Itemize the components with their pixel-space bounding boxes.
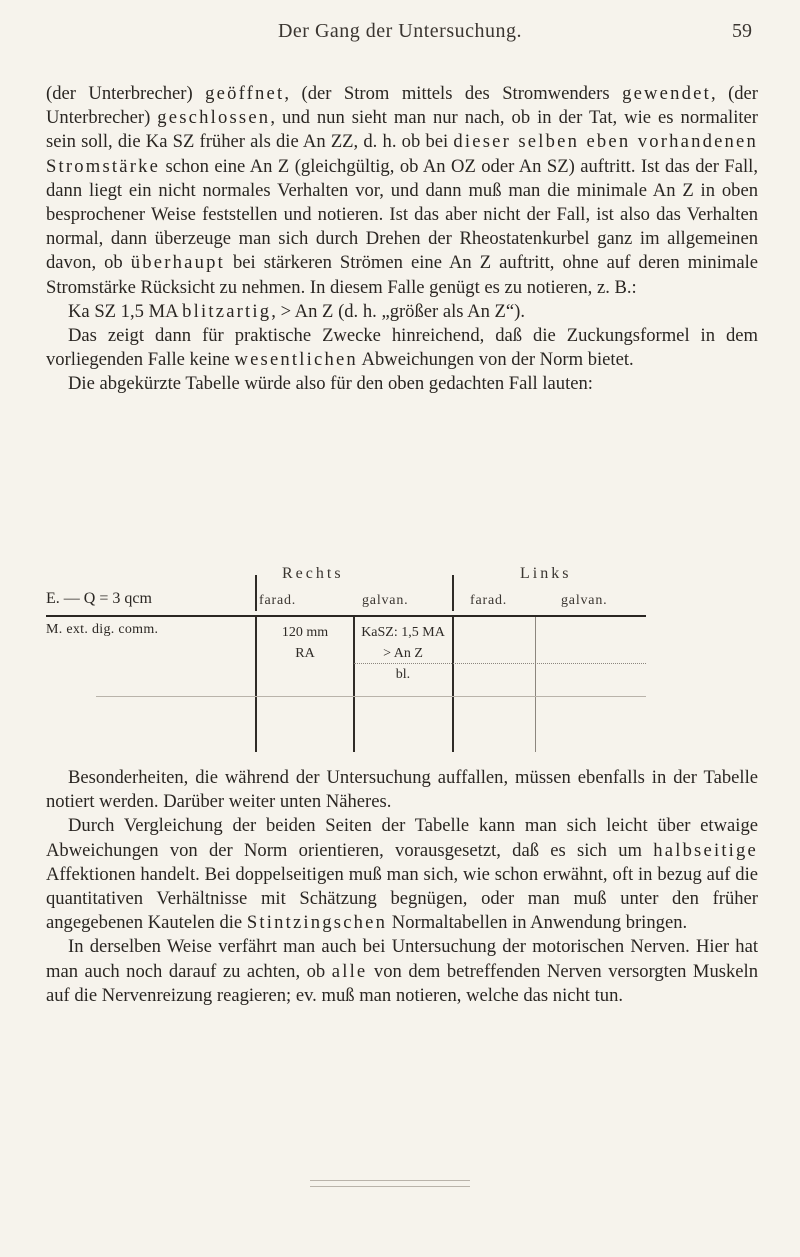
text-run: , und nun sieht man nur nach, ob in der Tat, wie es normaliter sein soll, die Ka SZ früher als die An ZZ, d. h. ob bei (46, 107, 758, 153)
cell-line: RA (295, 646, 315, 661)
bottom-rule (310, 1180, 470, 1181)
row-separator (96, 696, 646, 697)
cell-line: KaSZ: 1,5 MA (361, 625, 445, 640)
emphasis-text: wesentlichen (234, 349, 358, 371)
emphasis-text: halbseitige (653, 839, 758, 861)
paragraph-4 (46, 766, 758, 814)
body-text-lower (46, 766, 758, 1008)
bottom-rule (310, 1186, 470, 1187)
example-line (46, 300, 758, 324)
emphasis-text: blitzartig (182, 300, 272, 322)
paragraph-2 (46, 324, 758, 372)
text-run: In derselben Weise verfährt man auch bei Untersuchung der motorischen Nerven. Hier hat man auch noch darauf zu achten, ob (46, 936, 758, 982)
cell-line: bl. (395, 667, 411, 682)
emphasis-text: alle (331, 960, 368, 982)
body-text-upper (46, 82, 758, 397)
text-run: Affektionen handelt. Bei doppelseitigen muß man sich, wie schon erwähnt, oft in bezug auf die quantitativen Verhältnisse mit Schätzung begnügen, oder man muß unter den früher angegebenen Kautelen die (46, 863, 758, 934)
text-run: Ka SZ 1,5 MA (68, 300, 183, 322)
page-header (0, 20, 800, 50)
text-run: , (der Strom mittels des Stromwenders (284, 83, 623, 104)
column-divider (255, 617, 257, 752)
col-header-farad-right: farad. (259, 593, 297, 608)
emphasis-text: dieser selben eben vorhandenen Stromstärke (46, 131, 758, 177)
paragraph-5 (46, 814, 758, 935)
text-run: Durch Vergleichung der beiden Seiten der Tabelle kann man sich leicht über etwaige Abweichungen von der Norm orientieren, vorausgesetzt, daß es sich um (46, 815, 758, 861)
group-header-left: Links (520, 565, 572, 582)
cell-line: 120 mm (281, 625, 329, 640)
page-number: 59 (732, 20, 752, 42)
emphasis-text: Stintzingschen (246, 912, 388, 934)
emphasis-text: geschlossen (157, 107, 271, 129)
text-run: bei stärkeren Strömen eine An Z auftritt, ohne auf deren minimale Stromstärke Rücksicht zu nehmen. In diesem Falle genügt es zu notieren, z. B.: (46, 252, 758, 298)
header-divider (452, 575, 454, 611)
abbreviated-table (46, 565, 758, 755)
text-run: Besonderheiten, die während der Untersuchung auffallen, müssen ebenfalls in der Tabelle notiert werden. Darüber weiter unten Näheres. (46, 767, 758, 813)
header-divider (255, 575, 257, 611)
column-divider (535, 617, 536, 752)
text-run: schon eine An Z (gleichgültig, ob An OZ oder An SZ) auftritt. Ist das der Fall, dann liegt ein nicht normales Verhalten vor, und dann muß man die minimale An Z in oben besprochener Weise feststellen und notieren. Ist das aber nicht der Fall, ist also das Verhalten normal, dann überzeuge man sich durch Drehen der Rheostatenkurbel ganz im allgemeinen davon, ob (46, 155, 758, 274)
text-run: Normaltabellen in Anwendung bringen. (387, 912, 688, 934)
text-run: Das zeigt dann für praktische Zwecke hinreichend, daß die Zuckungsformel in dem vorliegenden Falle keine (46, 325, 758, 371)
paragraph-3: Die abgekürzte Tabelle würde also für den oben gedachten Fall lauten: (68, 373, 593, 395)
column-divider (353, 617, 355, 752)
cell-galvan-right (356, 622, 450, 685)
emphasis-text: gewendet (622, 83, 711, 104)
emphasis-text: überhaupt (130, 252, 225, 274)
col-header-galvan-right: galvan. (362, 593, 409, 608)
emphasis-text: geöffnet (205, 83, 285, 104)
row-label-muscle: M. ext. dig. comm. (46, 622, 159, 637)
group-header-right: Rechts (282, 565, 344, 582)
running-title: Der Gang der Untersuchung. (277, 20, 523, 42)
row-label-header: E. — Q = 3 qcm (46, 590, 152, 607)
text-run: von dem betreffenden Nerven versorgten Muskeln auf die Nervenreizung reagieren; ev. muß man notieren, welche das nicht tun. (46, 960, 758, 1006)
cell-farad-right (258, 622, 352, 664)
col-header-galvan-left: galvan. (561, 593, 608, 608)
col-header-farad-left: farad. (470, 593, 508, 608)
text-run: (der Unterbrecher) (46, 83, 206, 104)
table-rule (46, 615, 646, 617)
text-run: , (der Unterbrecher) (46, 83, 758, 129)
text-run: , > An Z (d. h. „größer als An Z“). (271, 300, 525, 322)
text-run: Abweichungen von der Norm bietet. (357, 349, 634, 371)
cell-line: > An Z (383, 646, 423, 661)
paragraph-6 (46, 935, 758, 1008)
paragraph-1 (46, 82, 758, 300)
column-divider (452, 617, 454, 752)
